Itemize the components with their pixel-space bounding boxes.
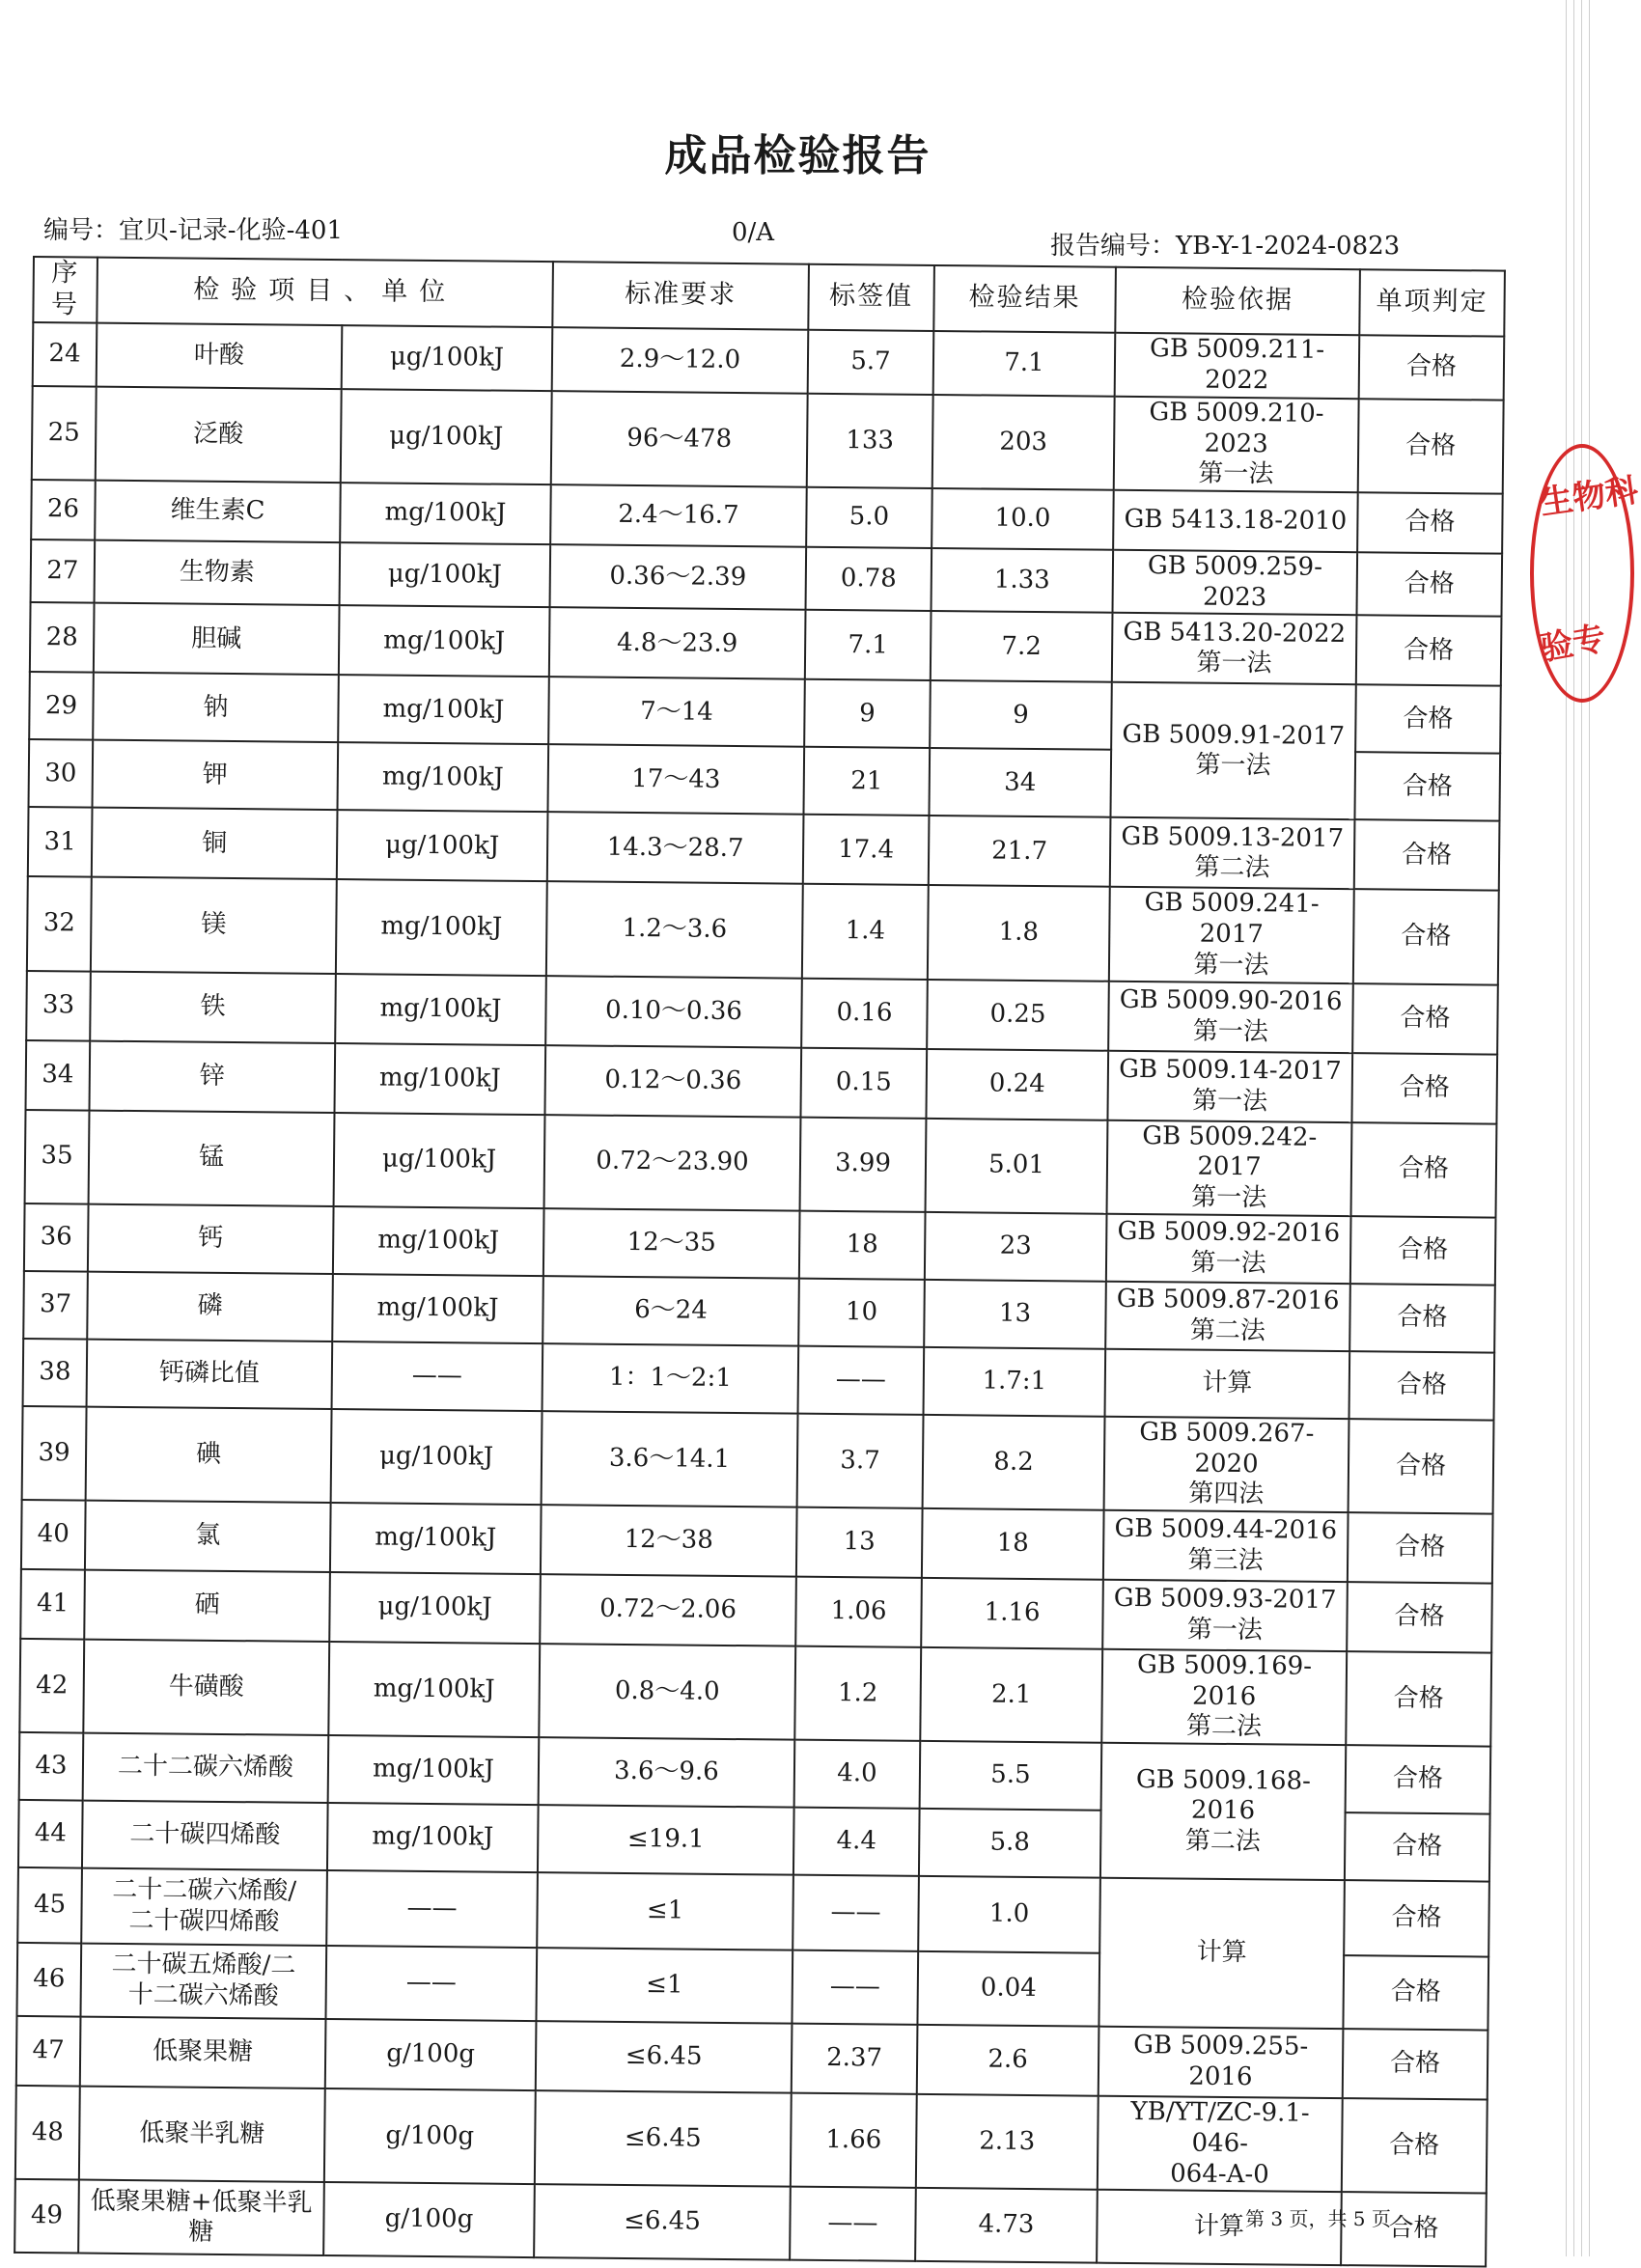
row-label: 133	[807, 394, 933, 488]
row-seq: 43	[19, 1732, 84, 1801]
row-seq: 36	[24, 1203, 89, 1272]
row-item: 钙	[88, 1203, 334, 1273]
row-basis: GB 5009.242-2017 第一法	[1107, 1120, 1352, 1216]
col-header-seq: 序号	[33, 257, 97, 323]
row-standard: 2.9～12.0	[552, 327, 809, 394]
row-standard: 3.6～14.1	[542, 1411, 798, 1507]
row-unit: mg/100kJ	[336, 880, 547, 976]
row-seq: 24	[33, 322, 97, 387]
row-item: 二十碳五烯酸/二 十二碳六烯酸	[80, 1944, 326, 2019]
row-basis: GB 5009.44-2016 第三法	[1103, 1510, 1349, 1582]
row-label: 5.7	[808, 330, 934, 395]
row-result: 4.73	[915, 2188, 1098, 2263]
row-result: 5.01	[926, 1119, 1108, 1214]
row-seq: 42	[19, 1639, 84, 1733]
row-judgement: 合格	[1350, 1216, 1496, 1285]
row-judgement: 合格	[1344, 1880, 1489, 1956]
row-unit: mg/100kJ	[335, 974, 546, 1045]
row-basis: 计算	[1099, 1878, 1344, 2029]
row-seq: 33	[26, 971, 91, 1041]
row-seq: 25	[32, 386, 97, 481]
row-standard: 0.10～0.36	[545, 976, 802, 1048]
row-basis: GB 5009.13-2017 第二法	[1110, 817, 1355, 889]
row-label: ——	[790, 2187, 916, 2261]
row-item: 胆碱	[94, 603, 340, 675]
row-unit: mg/100kJ	[337, 743, 548, 813]
row-item: 磷	[87, 1271, 333, 1341]
row-result: 18	[922, 1508, 1104, 1580]
row-unit: mg/100kJ	[328, 1642, 540, 1737]
row-standard: 0.8～4.0	[539, 1644, 795, 1740]
row-item: 氯	[85, 1501, 331, 1572]
row-unit: μg/100kJ	[340, 542, 551, 608]
row-label: 0.15	[800, 1047, 927, 1118]
row-unit: ——	[325, 1946, 537, 2021]
version-code: 0/A	[732, 218, 775, 247]
row-seq: 27	[31, 539, 96, 603]
row-label: ——	[798, 1345, 925, 1414]
row-standard: 17～43	[547, 745, 804, 816]
row-result: 8.2	[923, 1415, 1105, 1510]
row-basis: GB 5009.92-2016 第一法	[1106, 1214, 1351, 1284]
row-label: 3.99	[800, 1117, 927, 1211]
row-result: 1.8	[928, 885, 1110, 981]
row-seq: 29	[29, 672, 94, 740]
row-unit: mg/100kJ	[328, 1735, 540, 1805]
row-item: 二十碳四烯酸	[82, 1801, 328, 1870]
row-unit: ——	[326, 1870, 538, 1948]
row-result: 0.04	[917, 1951, 1099, 2027]
page-footer: 第 3 页，共 5 页	[1245, 2207, 1391, 2230]
row-item: 二十二碳六烯酸	[83, 1733, 329, 1803]
row-standard: 4.8～23.9	[549, 608, 806, 680]
row-judgement: 合格	[1358, 399, 1504, 494]
row-standard: ≤1	[536, 1948, 793, 2024]
row-seq: 28	[30, 602, 95, 673]
row-basis: GB 5413.20-2022 第一法	[1112, 613, 1357, 684]
col-header-basis: 检验依据	[1115, 267, 1360, 335]
row-standard: 2.4～16.7	[550, 484, 807, 547]
row-item: 低聚果糖	[80, 2017, 326, 2088]
row-label: 4.0	[794, 1740, 921, 1809]
row-basis: GB 5009.14-2017 第一法	[1107, 1050, 1352, 1121]
row-basis: GB 5009.168-2016 第二法	[1100, 1743, 1346, 1880]
row-seq: 35	[25, 1110, 90, 1204]
row-seq: 32	[27, 876, 92, 971]
row-result: 2.13	[916, 2094, 1099, 2190]
row-label: 5.0	[806, 487, 932, 548]
row-seq: 47	[16, 2016, 81, 2087]
row-judgement: 合格	[1343, 2029, 1488, 2099]
row-basis: 计算	[1105, 1348, 1350, 1418]
row-label: 9	[804, 679, 931, 748]
row-standard: 6～24	[542, 1276, 799, 1346]
table-row	[17, 1867, 1489, 1957]
row-item: 二十二碳六烯酸/ 二十碳四烯酸	[81, 1868, 327, 1946]
row-judgement: 合格	[1355, 685, 1501, 754]
row-unit: mg/100kJ	[330, 1503, 542, 1574]
row-judgement: 合格	[1346, 1745, 1491, 1813]
row-unit: μg/100kJ	[342, 325, 553, 391]
row-result: 2.1	[920, 1647, 1102, 1743]
row-item: 硒	[84, 1570, 330, 1642]
row-standard: ≤6.45	[536, 2021, 793, 2093]
row-standard: ≤1	[537, 1872, 793, 1950]
row-judgement: 合格	[1351, 1053, 1497, 1123]
row-basis: GB 5009.210-2023 第一法	[1114, 397, 1359, 493]
row-judgement: 合格	[1351, 1122, 1497, 1218]
row-basis: GB 5009.241-2017 第一法	[1109, 887, 1354, 983]
row-judgement: 合格	[1359, 335, 1505, 400]
row-unit: mg/100kJ	[334, 1043, 545, 1115]
table-row	[25, 1110, 1497, 1218]
row-seq: 48	[15, 2086, 80, 2180]
row-label: 13	[796, 1507, 923, 1578]
row-basis: GB 5009.211-2022	[1115, 333, 1360, 399]
row-label: 1.4	[802, 884, 929, 979]
row-judgement: 合格	[1356, 616, 1502, 686]
row-standard: 0.36～2.39	[550, 544, 807, 610]
seal-text-1: 生物科	[1537, 471, 1641, 523]
col-header-standard: 标准要求	[552, 262, 809, 329]
row-result: 0.25	[927, 980, 1109, 1051]
row-seq: 40	[21, 1500, 86, 1570]
row-unit: μg/100kJ	[337, 811, 548, 882]
row-basis: GB 5009.90-2016 第一法	[1108, 981, 1353, 1052]
row-standard: 12～38	[541, 1505, 797, 1577]
page-edge-lines	[1557, 0, 1596, 2256]
table-row	[19, 1639, 1491, 1747]
row-unit: μg/100kJ	[341, 389, 552, 484]
row-item: 钠	[93, 673, 339, 742]
row-result: 13	[924, 1280, 1106, 1349]
row-unit: ——	[332, 1341, 543, 1411]
row-item: 锰	[89, 1110, 335, 1206]
row-basis: GB 5009.267-2020 第四法	[1104, 1416, 1349, 1512]
row-item: 铁	[90, 971, 336, 1042]
row-result: 0.24	[926, 1049, 1108, 1120]
row-judgement: 合格	[1342, 2098, 1488, 2194]
row-item: 维生素C	[95, 481, 341, 542]
row-basis: YB/YT/ZC-9.1-046- 064-A-0	[1098, 2096, 1343, 2193]
row-basis: GB 5009.91-2017 第一法	[1110, 682, 1355, 819]
row-item: 碘	[86, 1406, 332, 1503]
row-result: 7.2	[931, 611, 1113, 682]
row-basis: GB 5009.259-2023	[1112, 550, 1357, 616]
row-judgement: 合格	[1353, 890, 1499, 985]
inspection-table	[14, 256, 1506, 2268]
seal-text-2: 验专	[1537, 619, 1609, 669]
row-seq: 49	[14, 2179, 79, 2254]
row-standard: 0.12～0.36	[544, 1045, 801, 1118]
row-seq: 46	[16, 1943, 81, 2017]
row-label: ——	[793, 1875, 919, 1951]
row-result: 1.0	[918, 1876, 1100, 1953]
row-result: 10.0	[932, 488, 1114, 550]
row-result: 1.7:1	[924, 1347, 1106, 1417]
row-unit: mg/100kJ	[332, 1274, 543, 1343]
row-standard: 0.72～23.90	[544, 1115, 801, 1211]
row-item: 低聚半乳糖	[79, 2087, 325, 2183]
row-label: 17.4	[803, 815, 930, 885]
row-standard: 0.72～2.06	[540, 1574, 796, 1646]
row-item: 钾	[93, 740, 339, 810]
row-result: 2.6	[917, 2025, 1099, 2096]
row-label: 3.7	[797, 1413, 924, 1507]
row-label: 7.1	[805, 610, 932, 680]
row-result: 34	[929, 748, 1111, 817]
row-result: 23	[925, 1212, 1107, 1282]
row-unit: μg/100kJ	[331, 1409, 542, 1505]
row-label: 1.2	[794, 1646, 921, 1741]
row-item: 低聚果糖+低聚半乳 糖	[78, 2180, 324, 2255]
row-standard: 12～35	[543, 1208, 800, 1279]
row-standard: 14.3～28.7	[547, 813, 804, 885]
row-item: 铜	[92, 808, 338, 879]
row-basis: GB 5009.87-2016 第二法	[1105, 1282, 1350, 1351]
row-seq: 30	[29, 739, 94, 808]
row-basis: GB 5413.18-2010	[1113, 490, 1358, 552]
row-judgement: 合格	[1352, 983, 1498, 1054]
report-title: 成品检验报告	[664, 131, 932, 180]
row-unit: μg/100kJ	[329, 1572, 541, 1644]
row-unit: mg/100kJ	[327, 1803, 539, 1872]
row-item: 泛酸	[96, 387, 342, 484]
row-unit: g/100g	[325, 2019, 537, 2090]
row-judgement: 合格	[1346, 1651, 1491, 1747]
row-standard: 7～14	[548, 678, 805, 748]
row-label: ——	[792, 1950, 918, 2025]
row-unit: mg/100kJ	[340, 483, 551, 544]
table-row	[15, 2086, 1488, 2194]
row-item: 生物素	[95, 540, 341, 606]
table-row	[27, 876, 1499, 984]
row-result: 1.16	[921, 1578, 1103, 1649]
row-label: 21	[803, 747, 930, 816]
row-seq: 41	[20, 1569, 85, 1640]
row-label: 0.16	[801, 978, 928, 1048]
row-basis: GB 5009.255-2016	[1099, 2027, 1344, 2098]
row-standard: 1：1～2:1	[542, 1343, 799, 1414]
row-item: 锌	[90, 1040, 336, 1112]
row-judgement: 合格	[1349, 1284, 1495, 1352]
row-basis: GB 5009.93-2017 第一法	[1102, 1580, 1348, 1651]
row-judgement: 合格	[1354, 753, 1500, 821]
row-result: 7.1	[933, 331, 1116, 397]
row-basis: GB 5009.169-2016 第二法	[1101, 1649, 1347, 1746]
row-standard: 1.2～3.6	[546, 882, 803, 979]
row-standard: ≤6.45	[534, 2184, 791, 2260]
row-seq: 26	[31, 480, 96, 540]
row-standard: 96～478	[551, 391, 808, 487]
table-row	[22, 1406, 1494, 1514]
row-result: 1.33	[932, 548, 1114, 613]
col-header-judgement: 单项判定	[1359, 269, 1505, 336]
row-item: 牛磺酸	[83, 1640, 329, 1736]
row-judgement: 合格	[1341, 2192, 1487, 2266]
row-judgement: 合格	[1357, 492, 1503, 553]
row-seq: 31	[28, 807, 93, 877]
row-seq: 34	[26, 1040, 91, 1111]
row-basis: 计算	[1097, 2190, 1342, 2265]
row-seq: 38	[23, 1339, 88, 1407]
col-header-label: 标签值	[808, 264, 934, 331]
row-judgement: 合格	[1345, 1812, 1490, 1881]
row-result: 203	[932, 395, 1115, 490]
row-item: 镁	[91, 877, 337, 974]
row-item: 叶酸	[97, 323, 343, 389]
row-result: 5.8	[919, 1809, 1101, 1878]
row-label: 4.4	[793, 1808, 920, 1876]
row-label: 1.66	[791, 2093, 917, 2188]
row-seq: 39	[22, 1406, 87, 1501]
table-row	[32, 386, 1504, 494]
row-judgement: 合格	[1343, 1955, 1488, 2030]
row-unit: mg/100kJ	[333, 1206, 544, 1276]
row-item: 钙磷比值	[87, 1339, 333, 1408]
row-seq: 45	[17, 1867, 82, 1944]
col-header-result: 检验结果	[933, 265, 1116, 333]
row-label: 1.06	[795, 1577, 922, 1647]
row-judgement: 合格	[1354, 820, 1500, 891]
report-number: 报告编号：YB-Y-1-2024-0823	[1050, 232, 1401, 261]
row-result: 21.7	[929, 816, 1111, 887]
row-label: 2.37	[792, 2024, 918, 2094]
row-unit: g/100g	[324, 2088, 536, 2184]
row-label: 10	[798, 1278, 925, 1346]
row-standard: ≤6.45	[535, 2090, 792, 2187]
row-judgement: 合格	[1348, 1512, 1493, 1583]
row-standard: 3.6～9.6	[539, 1737, 795, 1808]
row-seq: 44	[18, 1800, 83, 1868]
row-result: 9	[930, 680, 1112, 750]
row-unit: μg/100kJ	[334, 1113, 545, 1208]
row-judgement: 合格	[1349, 1419, 1494, 1514]
row-label: 18	[799, 1210, 926, 1279]
row-standard: ≤19.1	[538, 1805, 794, 1875]
row-label: 0.78	[806, 547, 932, 612]
col-header-item-unit: 检验项目、单位	[97, 258, 553, 327]
record-number: 编号：宜贝-记录-化验-401	[43, 216, 343, 245]
row-result: 5.5	[920, 1741, 1102, 1811]
row-seq: 37	[23, 1271, 88, 1340]
row-unit: mg/100kJ	[338, 676, 549, 745]
row-judgement: 合格	[1349, 1351, 1494, 1420]
row-unit: mg/100kJ	[339, 606, 550, 678]
row-judgement: 合格	[1347, 1582, 1492, 1652]
row-unit: g/100g	[323, 2182, 535, 2257]
row-judgement: 合格	[1356, 552, 1502, 617]
